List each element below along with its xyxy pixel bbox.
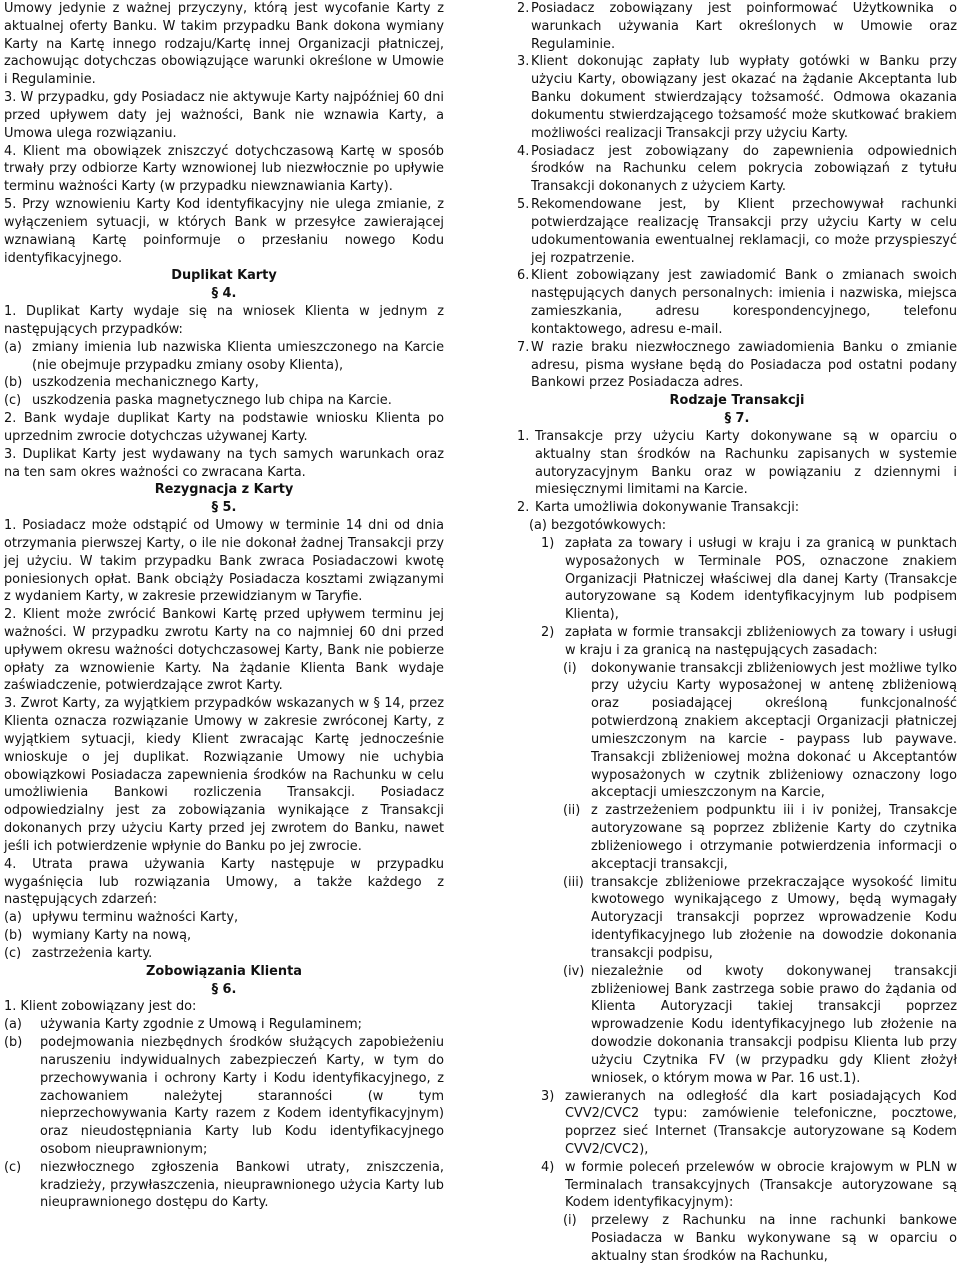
item-marker: 4.	[517, 143, 530, 159]
item-text: Klient zobowiązany jest zawiadomić Bank o zmianach swoich następujących danych personalnych: imienia i nazwiska, miejsca zamieszkania, adresu korespondencyjnego, telefonu kontaktowego, adresu e-mail.	[531, 268, 957, 337]
item-marker: (a)	[4, 339, 22, 355]
list-item	[517, 499, 957, 517]
section-heading-zobowiazania: Zobowiązania Klienta	[146, 963, 302, 979]
list-item: 1. Duplikat Karty wydaje się na wniosek Klienta w jednym z następujących przypadków:	[4, 304, 444, 337]
item-marker: (c)	[4, 393, 22, 409]
sub-sub-list-item	[541, 1088, 957, 1159]
item-text: uszkodzenia mechanicznego Karty,	[32, 375, 259, 391]
item-marker: (c)	[4, 945, 22, 961]
list-item	[517, 0, 957, 53]
sub-list-item	[4, 945, 444, 963]
roman-list-item	[563, 1212, 957, 1265]
item-text: Transakcje przy użyciu Karty dokonywane są w oparciu o aktualny stan środków na Rachunku zapisanych w systemie autoryzacyjnym Banku oraz w powiązaniu z dziennymi i miesięcznymi limitami na Karcie.	[535, 428, 957, 498]
sub-list-item	[4, 927, 444, 945]
sub-sub-list-item	[541, 624, 957, 660]
list-item: 1. Posiadacz może odstąpić od Umowy w terminie 14 dni od dnia otrzymania pierwszej Karty, o ile nie dokonał żadnej Transakcji przy jej użyciu. W takim przypadku Bank zwraca Posiadaczowi kwotę poniesionych opłat. Bank obciąży Posiadacza kosztami związanymi z wydaniem Karty, w zakresie przewidzianym w Taryfie.	[4, 518, 444, 605]
sub-list-item	[4, 909, 444, 927]
section3-continuation: Umowy jedynie z ważnej przyczyny, którą jest wycofanie Karty z aktualnej oferty Banku. W takim przypadku Bank dokona wymiany Karty na Kartę innego rodzaju/Kartę innej Organizacji płatniczej, zachowując dotychczas obowiązujące warunki określone w Umowie i Regulaminie.	[4, 1, 444, 88]
list-item: 4. Utrata prawa używania Karty następuje w przypadku wygaśnięcia lub rozwiązania Umowy, a także każdego z następujących zdarzeń:	[4, 856, 444, 908]
item-marker: (iv)	[563, 963, 585, 979]
item-marker: 2)	[541, 624, 555, 640]
list-item	[517, 196, 957, 267]
item-text: dokonywanie transakcji zbliżeniowych jest możliwe tylko przy użyciu Karty wyposażonej w antenę zbliżeniową oraz posiadającej określoną funkcjonalność potwierdzoną znakiem akceptacji Organizacji płatniczej umieszczonym na karcie - paypass lub paywave. Transakcji zbliżeniowej można dokonać u Akceptantów wyposażonych w czytnik zbliżeniowy oznaczony logo akceptacji umieszczonym na Karcie,	[591, 660, 957, 801]
item-marker: 4)	[541, 1159, 555, 1175]
sub-list-item	[4, 339, 444, 375]
item-marker: 3)	[541, 1088, 555, 1104]
item-marker: (a)	[529, 518, 547, 534]
item-text: przelewy z Rachunku na inne rachunki bankowe Posiadacza w Banku wykonywane są w oparciu o aktualny stan środków na Rachunku,	[591, 1213, 957, 1264]
item-text: bezgotówkowych:	[551, 518, 667, 534]
sub-list-item	[529, 517, 957, 535]
list-item	[517, 428, 957, 499]
item-text: w formie poleceń przelewów w obrocie krajowym w PLN w Terminalach transakcyjnych (Transakcje autoryzowane są Kodem identyfikacyjnym):	[565, 1159, 957, 1211]
item-marker: 2.	[517, 1, 530, 16]
item-text: W razie braku niezwłocznego zawiadomienia Banku o zmianie adresu, pisma wysłane będą do Posiadacza pod ostatni podany Bankowi przez Posiadacza adres.	[531, 339, 957, 391]
section-number-5: § 5.	[211, 500, 237, 516]
section-heading-duplikat: Duplikat Karty	[171, 268, 277, 284]
right-column	[517, 0, 957, 1266]
item-marker: (i)	[563, 660, 577, 676]
item-text: niezależnie od kwoty dokonywanej transakcji zbliżeniowej Bank zastrzega sobie prawo do żądania od Klienta Autoryzacji takiej transakcji poprzez wprowadzenie Kodu identyfikacyjnego lub złożenie na dowodzie dokonania transakcji podpisu Klienta lub przy użyciu Czytnika FV (w przypadku gdy Klient złożył wniosek, o którym mowa w Par. 16 ust.1).	[591, 963, 957, 1086]
item-text: używania Karty zgodnie z Umową i Regulaminem;	[40, 1017, 363, 1033]
section-number-6: § 6.	[211, 981, 237, 997]
sub-list-item	[4, 1034, 444, 1159]
item-text: Rekomendowane jest, by Klient przechowywał rachunki potwierdzające realizację Transakcji przy użyciu Karty w celu udokumentowania ewentualnej reklamacji, co może przyspieszyć jej rozpatrzenie.	[531, 197, 957, 266]
list-item	[517, 53, 957, 142]
item-marker: (a)	[4, 910, 22, 926]
list-item: 2. Klient może zwrócić Bankowi Kartę przed upływem terminu jej ważności. W przypadku zwrotu Karty na co najmniej 60 dni przed upływem okresu ważności dotychczasowej Karty, Bank nie pobierze opłaty za wznowienie Karty. Na żądanie Klienta Bank wydaje zaświadczenie, potwierdzające zwrot Karty.	[4, 607, 444, 694]
item-text: transakcje zbliżeniowe przekraczające wysokość limitu kwotowego wynikającego z Umowy, będą wymagały Autoryzacji transakcji poprzez wprowadzenie Kodu identyfikacyjnego lub złożenie na dowodzie dokonania transakcji podpisu,	[591, 874, 957, 961]
item-text: zawieranych na odległość dla kart posiadających Kod CVV2/CVC2 typu: zamówienie telefoniczne, pocztowe, poprzez sieć Internet (Transakcje autoryzowane są Kodem CVV2/CVC2),	[565, 1088, 957, 1157]
list-item	[517, 143, 957, 196]
list-item: 4. Klient ma obowiązek zniszczyć dotychczasową Kartę w sposób trwały przy odbiorze Karty wznowionej lub niezwłocznie po upływie terminu ważności Karty (w przypadku niewznawiania Karty).	[4, 143, 444, 195]
roman-list-item	[563, 660, 957, 803]
list-item: 3. W przypadku, gdy Posiadacz nie aktywuje Karty najpóźniej 60 dni przed upływem daty jej ważności, Bank nie wznawia Karty, a Umowa ulega rozwiązaniu.	[4, 90, 444, 141]
item-marker: (i)	[563, 1213, 577, 1229]
item-text: wymiany Karty na nową,	[32, 928, 192, 944]
item-marker: (b)	[4, 375, 23, 391]
item-text: Klient dokonując zapłaty lub wypłaty gotówki w Banku przy użyciu Karty, obowiązany jest okazać na żądanie Akceptanta lub Banku dokument stwierdzający tożsamość. Odmowa okazania dokumentu stwierdzającego tożsamość może skutkować brakiem możliwości realizacji Transakcji przy użyciu Karty.	[531, 54, 957, 141]
roman-list-item	[563, 963, 957, 1088]
sub-list-item	[4, 1159, 444, 1212]
item-marker: (a)	[4, 1017, 22, 1033]
item-text: Posiadacz jest zobowiązany do zapewnienia odpowiednich środków na Rachunku celem pokrycia zobowiązań z tytułu Transakcji dokonanych z użyciem Karty.	[531, 143, 957, 195]
roman-list-item	[563, 874, 957, 963]
left-column	[4, 0, 444, 1212]
list-item: 1. Klient zobowiązany jest do:	[4, 999, 197, 1015]
list-item: 3. Duplikat Karty jest wydawany na tych samych warunkach oraz na ten sam okres ważności co zwracana Karta.	[4, 446, 444, 480]
sub-sub-list-item	[541, 535, 957, 624]
item-text: zapłata za towary i usługi w kraju i za granicą w punktach wyposażonych w Terminale POS, oznaczone znakiem Organizacji Płatniczej właściwej dla danej Karty (Transakcje autoryzowane są Kodem identyfikacyjnym lub podpisem Klienta),	[565, 535, 957, 623]
item-text: zmiany imienia lub nazwiska Klienta umieszczonego na Karcie (nie obejmuje przypadku zmiany osoby Klienta),	[32, 339, 444, 373]
sub-sub-list-item	[541, 1159, 957, 1212]
roman-list-item	[563, 802, 957, 873]
item-text: upływu terminu ważności Karty,	[32, 910, 239, 926]
section-number-4: § 4.	[211, 286, 237, 302]
item-marker: 1)	[541, 535, 555, 551]
list-item	[517, 339, 957, 392]
item-marker: 7.	[517, 339, 530, 355]
sub-list-item	[4, 1016, 444, 1034]
item-text: niezwłocznego zgłoszenia Bankowi utraty, zniszczenia, kradzieży, przywłaszczenia, nieuprawnionego użycia Karty lub nieuprawnionego dostępu do Karty.	[40, 1159, 444, 1211]
list-item: 2. Bank wydaje duplikat Karty na podstawie wniosku Klienta po uprzednim zwrocie dotychczas używanej Karty.	[4, 411, 444, 444]
item-text: zapłata w formie transakcji zbliżeniowych za towary i usługi w kraju i za granicą na następujących zasadach:	[565, 624, 957, 658]
section-heading-rezygnacja: Rezygnacja z Karty	[154, 482, 294, 498]
item-text: zastrzeżenia karty.	[32, 945, 153, 961]
sub-list-item	[4, 392, 444, 410]
item-text: Karta umożliwia dokonywanie Transakcji:	[535, 500, 800, 516]
item-text: z zastrzeżeniem podpunktu iii i iv poniżej, Transakcje autoryzowane są poprzez zbliżenie Karty do czytnika zbliżeniowego i otrzymanie potwierdzenia informacji o akceptacji transakcji,	[591, 803, 957, 872]
item-marker: (b)	[4, 1035, 23, 1051]
item-marker: 3.	[517, 54, 530, 70]
item-marker: 2.	[517, 500, 530, 516]
item-marker: 6.	[517, 268, 530, 284]
section-heading-rodzaje: Rodzaje Transakcji	[669, 393, 805, 409]
item-text: podejmowania niezbędnych środków służących zapobieżeniu naruszeniu indywidualnych zabezpieczeń Karty, w tym do przechowywania i ochrony Karty i Kodu identyfikacyjnego, z zachowaniem należytej staranności (w tym nieprzechowywania Karty razem z Kodem identyfikacyjnym) oraz nieudostępniania Karty lub Kodu identyfikacyjnego osobom nieuprawnionym;	[40, 1035, 444, 1157]
item-text: Posiadacz zobowiązany jest poinformować Użytkownika o warunkach używania Kart określonych w Umowie oraz Regulaminie.	[531, 1, 957, 52]
item-marker: 1.	[517, 428, 530, 444]
item-marker: (iii)	[563, 874, 584, 890]
item-text: uszkodzenia paska magnetycznego lub chipa na Karcie.	[32, 393, 392, 409]
item-marker: (b)	[4, 928, 23, 944]
list-item: 5. Przy wznowieniu Karty Kod identyfikacyjny nie ulega zmianie, z wyłączeniem sytuacji, w których Bank w przesyłce zawierającej wznawianą Kartę poinformuje o przesłaniu nowego Kodu identyfikacyjnego.	[4, 197, 444, 266]
item-marker: 5.	[517, 197, 530, 213]
item-marker: (c)	[4, 1159, 22, 1175]
section-number-7: § 7.	[724, 411, 750, 427]
sub-list-item	[4, 374, 444, 392]
list-item	[517, 267, 957, 338]
item-marker: (ii)	[563, 803, 581, 819]
list-item: 3. Zwrot Karty, za wyjątkiem przypadków wskazanych w § 14, przez Klienta oznacza rozwiązanie Umowy w zakresie zwróconej Karty, z wyjątkiem sytuacji, kiedy Klient zwracając Kartę jednocześnie wnioskuje o jej duplikat. Rozwiązanie Umowy nie uchybia obowiązkowi Posiadacza zapewnienia środków na Rachunku w celu umożliwienia Bankowi rozliczenia Transakcji. Posiadacz odpowiedzialny jest za zobowiązania wynikające z Transakcji dokonanych przy użyciu Karty przed jej zwrotem do Banku, nawet jeśli ich potwierdzenie wpłynie do Banku po jej zwrocie.	[4, 696, 444, 854]
